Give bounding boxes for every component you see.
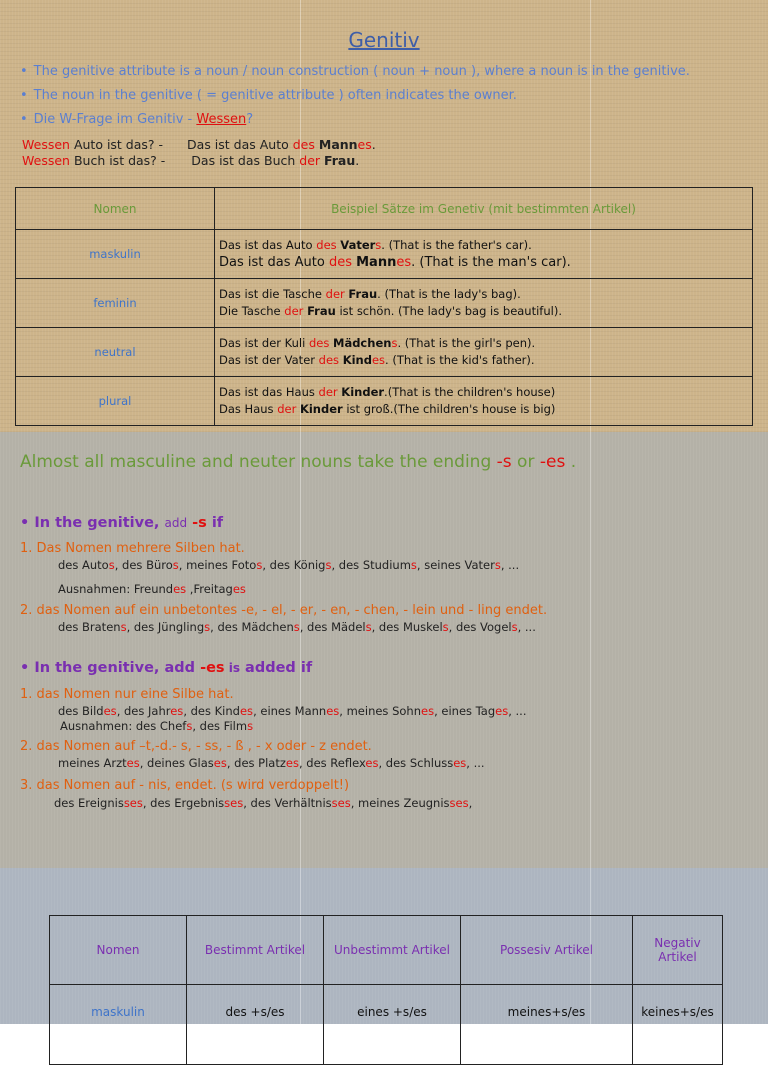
example-ending: es: [213, 756, 227, 770]
row-label: feminin: [16, 279, 215, 328]
example-word: , des Muskel: [371, 620, 443, 634]
table-header: Unbestimmt Artikel: [324, 916, 461, 985]
example-word: , eines Tag: [434, 704, 496, 718]
table-row: [16, 279, 753, 328]
rule-1-exceptions: [58, 582, 246, 596]
example-word: , des Reflex: [298, 756, 366, 770]
example-word: , ...: [517, 620, 536, 634]
example-word: , des König: [262, 558, 326, 572]
table-cell: eines +s/es: [324, 985, 461, 1065]
example-ending: s: [172, 558, 179, 572]
example-ending: s: [108, 558, 115, 572]
example-word: ,: [468, 796, 473, 810]
rule-es-2: 2. das Nomen auf –t,-d.- s, - ss, - ß , - x oder - z endet.: [20, 739, 372, 754]
example-ending: es: [421, 704, 435, 718]
example-ending: s: [247, 719, 254, 733]
table-cell: des +s/es: [187, 985, 324, 1065]
example-word: , des Jahr: [116, 704, 171, 718]
table-cell: maskulin: [50, 985, 187, 1065]
example-word: des Braten: [58, 620, 121, 634]
table-cell: keines+s/es: [633, 985, 723, 1065]
example-ending: ses: [331, 796, 351, 810]
example-ending: es: [232, 582, 246, 596]
rule-es-2-examples: [58, 756, 485, 770]
example-ending: es: [170, 704, 184, 718]
table-header: Bestimmt Artikel: [187, 916, 324, 985]
example-word: ,Freitag: [186, 582, 233, 596]
row-label: plural: [16, 377, 215, 426]
divider-line: [590, 0, 591, 1024]
example-ending: s: [120, 620, 127, 634]
rule-1-examples: [58, 558, 519, 572]
table-header: Nomen: [16, 188, 215, 230]
rule-heading-s: • In the genitive, add -s if: [20, 515, 224, 531]
example-ending: s: [204, 620, 211, 634]
example-ending: s: [494, 558, 501, 572]
example-word: , seines Vater: [416, 558, 495, 572]
rule-es-1-exceptions: [60, 719, 253, 733]
rule-es-3: 3. das Nomen auf - nis, endet. (s wird verdoppelt!): [20, 778, 350, 793]
example-ending: ses: [224, 796, 244, 810]
example-ending: s: [325, 558, 332, 572]
table-row: [50, 985, 723, 1065]
example-word: , des Studium: [331, 558, 411, 572]
section-headline: Almost all masculine and neuter nouns take the ending -s or -es .: [20, 452, 577, 472]
example-word: , des Kind: [183, 704, 240, 718]
example-word: Ausnahmen: des Chef: [60, 719, 187, 733]
example-word: , des Büro: [114, 558, 173, 572]
table-header: Possesiv Artikel: [461, 916, 633, 985]
example-word: , ...: [500, 558, 520, 572]
example-word: des Bild: [58, 704, 104, 718]
intro-bullet-2: • The noun in the genitive ( = genitive attribute ) often indicates the owner.: [20, 88, 517, 103]
example-word: , des Jüngling: [126, 620, 205, 634]
example-word: , des Film: [192, 719, 248, 733]
example-ending: es: [495, 704, 509, 718]
example-ending: es: [126, 756, 140, 770]
example-ending: es: [453, 756, 467, 770]
example-ending: s: [511, 620, 518, 634]
example-ending: ses: [449, 796, 469, 810]
example-ending: es: [173, 582, 187, 596]
example-word: , deines Glas: [139, 756, 214, 770]
example-word: , des Ergebnis: [142, 796, 225, 810]
table-header: Negativ Artikel: [633, 916, 723, 985]
example-ending: es: [285, 756, 299, 770]
example-word: , des Verhältnis: [243, 796, 332, 810]
example-ending: s: [256, 558, 263, 572]
example-ending: s: [410, 558, 417, 572]
example-word: , ...: [508, 704, 527, 718]
table-row: [16, 230, 753, 279]
row-label: maskulin: [16, 230, 215, 279]
example-word: , ...: [466, 756, 485, 770]
row-label: neutral: [16, 328, 215, 377]
example-word: , meines Zeugnis: [350, 796, 450, 810]
example-word: , meines Foto: [178, 558, 257, 572]
table-header: Beispiel Sätze im Genetiv (mit bestimmten Artikel): [215, 188, 753, 230]
page-title: Genitiv: [348, 28, 420, 52]
example-word: , eines Mann: [253, 704, 327, 718]
example-ending: es: [365, 756, 379, 770]
example-ending: ses: [123, 796, 143, 810]
table-row: [16, 328, 753, 377]
question-line-1: Wessen Auto ist das? - Das ist das Auto des Mannes.: [22, 137, 376, 152]
intro-bullet-1: • The genitive attribute is a noun / noun construction ( noun + noun ), where a noun is in the genitive.: [20, 64, 690, 79]
table-cell: meines+s/es: [461, 985, 633, 1065]
example-word: Ausnahmen: Freund: [58, 582, 174, 596]
example-cell: Das ist das Haus der Kinder.(That is the children's house) Das Haus der Kinder ist groß.(The children's house is big): [215, 377, 753, 426]
example-word: des Ereignis: [54, 796, 124, 810]
example-ending: s: [365, 620, 372, 634]
table-row: [16, 377, 753, 426]
example-cell: Das ist die Tasche der Frau. (That is the lady's bag). Die Tasche der Frau ist schön. (The lady's bag is beautiful).: [215, 279, 753, 328]
example-word: , des Mädel: [299, 620, 366, 634]
example-ending: s: [186, 719, 193, 733]
intro-bullet-3: • Die W-Frage im Genitiv - Wessen?: [20, 112, 254, 127]
example-word: , des Vogel: [448, 620, 512, 634]
rule-1: 1. Das Nomen mehrere Silben hat.: [20, 541, 245, 556]
question-line-2: Wessen Buch ist das? - Das ist das Buch der Frau.: [22, 153, 360, 168]
example-ending: es: [326, 704, 340, 718]
example-word: meines Arzt: [58, 756, 127, 770]
rule-2: 2. das Nomen auf ein unbetontes -e, - el, - er, - en, - chen, - lein und - ling endet.: [20, 603, 548, 618]
genitive-examples-table: [15, 187, 753, 426]
rule-heading-es: • In the genitive, add -es is added if: [20, 660, 313, 676]
rule-es-3-examples: [54, 796, 472, 810]
example-ending: es: [103, 704, 117, 718]
example-word: , des Platz: [226, 756, 286, 770]
example-ending: s: [293, 620, 300, 634]
example-cell: Das ist das Auto des Vaters. (That is the father's car). Das ist das Auto des Mannes. (That is the man's car).: [215, 230, 753, 279]
example-cell: Das ist der Kuli des Mädchens. (That is the girl's pen). Das ist der Vater des Kindes. (That is the kid's father).: [215, 328, 753, 377]
article-table: [49, 915, 723, 1065]
example-word: , meines Sohn: [339, 704, 421, 718]
example-word: des Auto: [58, 558, 109, 572]
rule-2-examples: [58, 620, 536, 634]
example-word: , des Mädchen: [210, 620, 294, 634]
example-word: , des Schluss: [378, 756, 454, 770]
example-ending: s: [442, 620, 449, 634]
rule-es-1: 1. das Nomen nur eine Silbe hat.: [20, 687, 234, 702]
table-header: Nomen: [50, 916, 187, 985]
rule-es-1-examples: [58, 704, 527, 718]
example-ending: es: [239, 704, 254, 718]
